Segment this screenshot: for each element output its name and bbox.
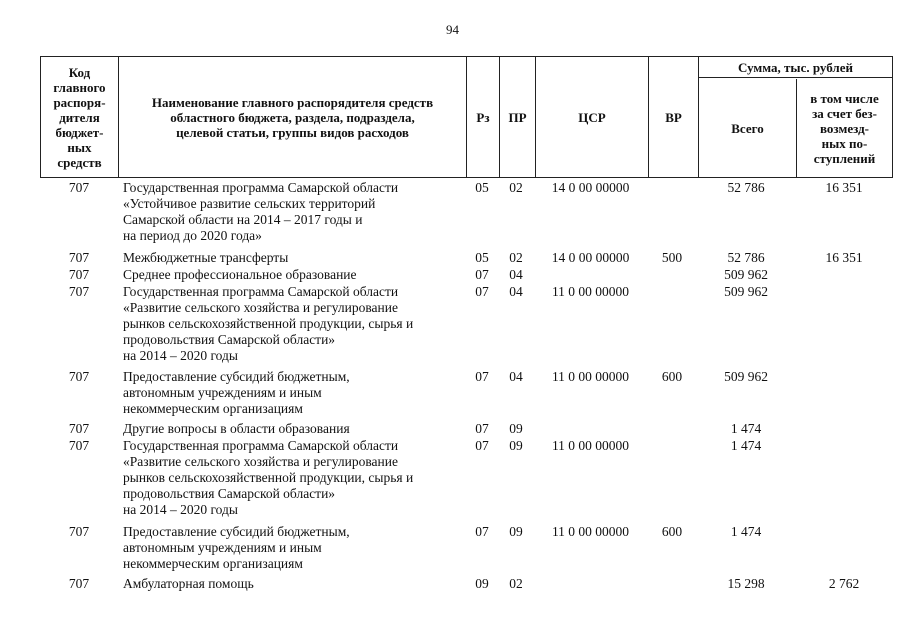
cell-name: Государственная программа Самарской области «Развитие сельского хозяйства и регулирование рынков сельскохозяйственной продукции, сырья и продовольствия Самарской области» на 2014 – 2020 годы [123, 438, 414, 517]
cell-vr: 600 [661, 524, 683, 539]
cell-free [795, 421, 893, 438]
cell-rz: 05 [475, 250, 489, 265]
cell-name: Другие вопросы в области образования [123, 421, 350, 436]
table-row [40, 438, 893, 524]
cell-free: 16 351 [825, 180, 863, 195]
cell-code: 707 [68, 250, 90, 265]
cell-vr [647, 576, 697, 593]
cell-csr [534, 576, 647, 593]
cell-pr: 09 [509, 421, 523, 436]
header-csr: ЦСР [578, 109, 606, 125]
cell-pr: 02 [509, 576, 523, 591]
cell-csr: 11 0 00 00000 [551, 524, 630, 539]
cell-free [795, 524, 893, 576]
cell-vr [647, 267, 697, 284]
cell-csr [534, 421, 647, 438]
cell-total: 1 474 [730, 524, 762, 539]
table-row [40, 284, 893, 369]
cell-total: 1 474 [730, 421, 762, 436]
cell-rz: 07 [475, 369, 489, 384]
table-row [40, 180, 893, 250]
cell-pr: 04 [509, 369, 523, 384]
cell-total: 1 474 [730, 438, 762, 453]
table-row [40, 421, 893, 438]
cell-total: 509 962 [724, 267, 768, 282]
cell-vr: 500 [661, 250, 683, 265]
cell-total: 509 962 [724, 284, 768, 299]
cell-code: 707 [68, 524, 90, 539]
header-name: Наименование главного распорядителя средств областного бюджета, раздела, подраздела, целевой статьи, группы видов расходов [151, 94, 434, 140]
cell-vr [647, 421, 697, 438]
cell-code: 707 [68, 576, 90, 591]
cell-rz: 07 [475, 284, 489, 299]
cell-csr: 11 0 00 00000 [551, 438, 630, 453]
cell-vr: 600 [661, 369, 683, 384]
cell-pr: 02 [509, 250, 523, 265]
table-row [40, 369, 893, 421]
page-number: 94 [446, 22, 459, 37]
cell-vr [647, 180, 697, 250]
cell-code: 707 [68, 284, 90, 299]
table-row [40, 267, 893, 284]
cell-rz: 07 [475, 267, 489, 282]
header-sum: Сумма, тыс. рублей [738, 59, 853, 75]
table-body [40, 180, 893, 593]
cell-name: Государственная программа Самарской области «Устойчивое развитие сельских территорий Самарской области на 2014 – 2017 годы и на период до 2020 года» [123, 180, 399, 243]
cell-name: Государственная программа Самарской области «Развитие сельского хозяйства и регулирование рынков сельскохозяйственной продукции, сырья и продовольствия Самарской области» на 2014 – 2020 годы [123, 284, 414, 363]
cell-csr: 11 0 00 00000 [551, 369, 630, 384]
cell-name: Амбулаторная помощь [123, 576, 254, 591]
cell-code: 707 [68, 267, 90, 282]
cell-code: 707 [68, 369, 90, 384]
cell-pr: 09 [509, 524, 523, 539]
header-free: в том числе за счет без- возмезд- ных по- ступлений [810, 90, 879, 166]
cell-rz: 05 [475, 180, 489, 195]
cell-pr: 09 [509, 438, 523, 453]
cell-free [795, 267, 893, 284]
cell-code: 707 [68, 180, 90, 195]
table-row [40, 576, 893, 593]
cell-name: Среднее профессиональное образование [123, 267, 357, 282]
cell-free: 16 351 [825, 250, 863, 265]
cell-total: 15 298 [727, 576, 765, 591]
cell-free [795, 438, 893, 524]
cell-rz: 09 [475, 576, 489, 591]
cell-csr [534, 267, 647, 284]
header-total: Всего [731, 120, 764, 136]
table-row [40, 250, 893, 267]
cell-csr: 14 0 00 00000 [551, 250, 630, 265]
cell-free [795, 284, 893, 369]
header-pr: ПР [508, 109, 527, 125]
header-rz: Рз [476, 109, 490, 125]
cell-code: 707 [68, 438, 90, 453]
cell-rz: 07 [475, 524, 489, 539]
cell-pr: 04 [509, 267, 523, 282]
cell-csr: 14 0 00 00000 [551, 180, 630, 195]
cell-name: Предоставление субсидий бюджетным, автономным учреждениям и иным некоммерческим организациям [123, 524, 350, 571]
cell-total: 509 962 [724, 369, 768, 384]
cell-vr [647, 284, 697, 369]
table-row [40, 524, 893, 576]
cell-pr: 02 [509, 180, 523, 195]
cell-free: 2 762 [828, 576, 860, 591]
cell-rz: 07 [475, 421, 489, 436]
cell-name: Предоставление субсидий бюджетным, автономным учреждениям и иным некоммерческим организациям [123, 369, 350, 416]
cell-total: 52 786 [727, 180, 765, 195]
table-header [40, 56, 893, 178]
cell-code: 707 [68, 421, 90, 436]
cell-total: 52 786 [727, 250, 765, 265]
cell-vr [647, 438, 697, 524]
cell-name: Межбюджетные трансферты [123, 250, 289, 265]
cell-free [795, 369, 893, 421]
cell-rz: 07 [475, 438, 489, 453]
header-vr: ВР [665, 109, 682, 125]
cell-pr: 04 [509, 284, 523, 299]
cell-csr: 11 0 00 00000 [551, 284, 630, 299]
header-code: Код главного распоря- дителя бюджет- ных средств [53, 64, 106, 170]
